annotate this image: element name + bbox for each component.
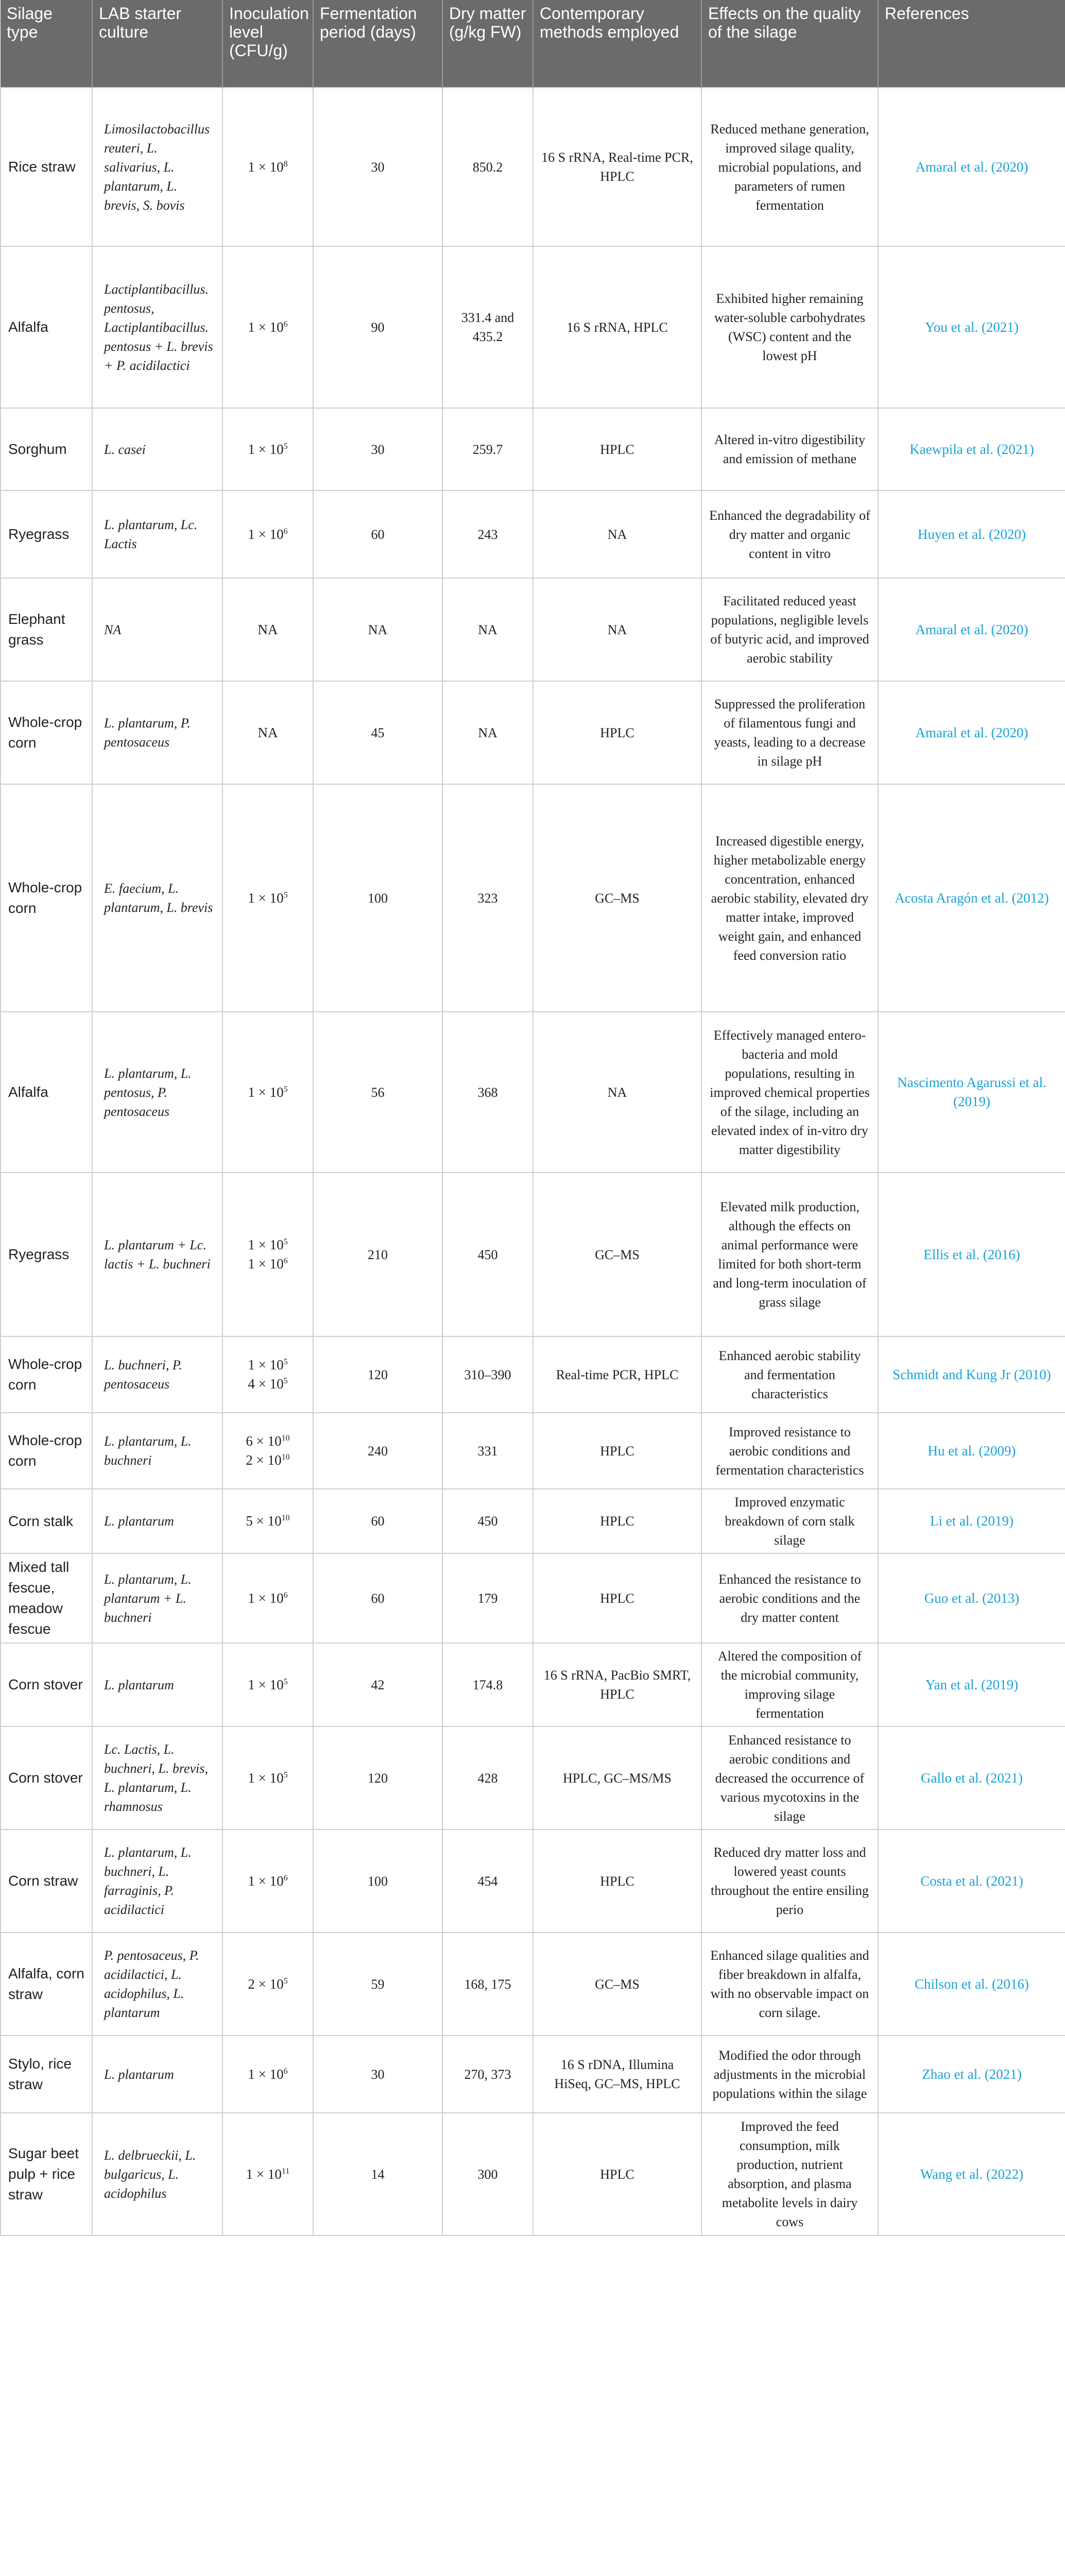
inoculation-exponent: 5 [283,1377,288,1385]
inoculation-cell [222,246,313,408]
dry-matter-cell: 179 [442,1553,533,1643]
inoculation-base: 1 × 10 [248,890,284,906]
reference-link[interactable]: Ellis et al. (2016) [878,1173,1065,1336]
header-effects: Effects on the quality of the silage [701,0,878,88]
reference-link[interactable]: Wang et al. (2022) [878,2113,1065,2235]
inoculation-base: 5 × 10 [246,1513,282,1529]
inoculation-exponent: 6 [283,1257,288,1265]
fermentation-cell: 14 [313,2113,442,2235]
lab-culture-cell: L. plantarum [92,1643,222,1726]
table-row [1,1643,1065,1726]
methods-cell: 16 S rRNA, Real-time PCR, HPLC [533,88,701,246]
silage-type-cell: Alfalfa, corn straw [1,1933,92,2036]
fermentation-cell: 90 [313,246,442,408]
inoculation-value [230,318,305,337]
silage-type-cell: Corn stalk [1,1489,92,1553]
effects-cell: Effectively managed entero-bacteria and mold populations, resulting in improved chemical properties of the silage, including an elevated index of in-vitro dry matter digestibility [701,1012,878,1173]
inoculation-value [230,1769,305,1788]
table-row [1,1726,1065,1829]
table-row [1,2113,1065,2235]
dry-matter-cell: NA [442,681,533,784]
methods-cell: GC–MS [533,1933,701,2036]
inoculation-value [230,158,305,177]
table-row [1,1173,1065,1336]
methods-cell: HPLC [533,1829,701,1933]
lab-culture-cell: NA [92,578,222,681]
reference-link[interactable]: You et al. (2021) [878,246,1065,408]
inoculation-value [230,1451,305,1470]
inoculation-cell [222,408,313,490]
table-row [1,1413,1065,1489]
inoculation-cell [222,1933,313,2036]
inoculation-base: 1 × 10 [248,319,284,335]
lab-culture-cell: L. delbrueckii, L. bulgaricus, L. acidophilus [92,2113,222,2235]
dry-matter-cell: 450 [442,1489,533,1553]
fermentation-cell: 30 [313,408,442,490]
lab-culture-cell: L. plantarum, L. plantarum + L. buchneri [92,1553,222,1643]
header-inoculation: Inoculation level (CFU/g) [222,0,313,88]
inoculation-cell [222,681,313,784]
inoculation-cell [222,1489,313,1553]
header-methods: Contemporary methods employed [533,0,701,88]
effects-cell: Improved enzymatic breakdown of corn stalk silage [701,1489,878,1553]
reference-link[interactable]: Yan et al. (2019) [878,1643,1065,1726]
table-row [1,1933,1065,2036]
fermentation-cell: 100 [313,1829,442,1933]
effects-cell: Enhanced silage qualities and fiber breakdown in alfalfa, with no observable impact on corn silage. [701,1933,878,2036]
inoculation-base: 1 × 10 [246,2166,282,2182]
effects-cell: Reduced methane generation, improved silage quality, microbial populations, and parameters of rumen fermentation [701,88,878,246]
inoculation-base: 1 × 10 [248,1873,284,1889]
inoculation-value [230,1975,305,1994]
reference-link[interactable]: Gallo et al. (2021) [878,1726,1065,1829]
effects-cell: Altered the composition of the microbial community, improving silage fermentation [701,1643,878,1726]
inoculation-exponent: 6 [283,527,288,536]
inoculation-base: 1 × 10 [248,1256,284,1272]
lab-culture-cell: L. plantarum, L. buchneri [92,1413,222,1489]
inoculation-exponent: 6 [283,1873,288,1883]
inoculation-exponent: 5 [283,1084,288,1094]
fermentation-cell: NA [313,578,442,681]
lab-culture-cell: L. plantarum [92,2036,222,2113]
inoculation-exponent: 6 [283,1590,288,1600]
silage-type-cell: Sorghum [1,408,92,490]
lab-culture-cell: L. casei [92,408,222,490]
effects-cell: Facilitated reduced yeast populations, negligible levels of butyric acid, and improved aerobic stability [701,578,878,681]
table-row [1,246,1065,408]
silage-type-cell: Whole-crop corn [1,784,92,1012]
inoculation-value [230,1512,305,1531]
inoculation-exponent: 10 [281,1453,290,1462]
inoculation-value [230,2065,305,2084]
inoculation-base: 1 × 10 [248,1237,284,1252]
inoculation-exponent: 10 [281,1514,290,1522]
table-row [1,1489,1065,1553]
effects-cell: Enhanced aerobic stability and fermentation characteristics [701,1336,878,1413]
inoculation-value [230,1355,305,1375]
silage-type-cell: Corn stover [1,1726,92,1829]
table-row [1,578,1065,681]
header-silage-type: Silage type [1,0,92,88]
reference-link[interactable]: Amaral et al. (2020) [878,88,1065,246]
methods-cell: NA [533,1012,701,1173]
inoculation-value [230,1375,305,1394]
silage-type-cell: Elephant grass [1,578,92,681]
lab-culture-cell: L. plantarum [92,1489,222,1553]
dry-matter-cell: 259.7 [442,408,533,490]
effects-cell: Improved the feed consumption, milk production, nutrient absorption, and plasma metabolite levels in dairy cows [701,2113,878,2235]
methods-cell: HPLC [533,2113,701,2235]
inoculation-exponent: 5 [283,1238,288,1246]
inoculation-exponent: 6 [283,319,288,329]
inoculation-exponent: 5 [283,1677,288,1686]
table-row [1,1012,1065,1173]
inoculation-value [230,1589,305,1608]
table-row [1,490,1065,578]
methods-cell: 16 S rRNA, HPLC [533,246,701,408]
dry-matter-cell: 331 [442,1413,533,1489]
lab-culture-cell: L. buchneri, P. pentosaceus [92,1336,222,1413]
methods-cell: NA [533,490,701,578]
silage-type-cell: Corn straw [1,1829,92,1933]
reference-link[interactable]: Hu et al. (2009) [878,1413,1065,1489]
lab-culture-cell: L. plantarum, P. pentosaceus [92,681,222,784]
silage-type-cell: Sugar beet pulp + rice straw [1,2113,92,2235]
inoculation-base: NA [257,621,278,637]
reference-link[interactable]: Acosta Aragón et al. (2012) [878,784,1065,1012]
inoculation-cell [222,1726,313,1829]
dry-matter-cell: 428 [442,1726,533,1829]
reference-link[interactable]: Li et al. (2019) [878,1489,1065,1553]
table-row [1,784,1065,1012]
inoculation-base: 4 × 10 [248,1376,284,1392]
effects-cell: Increased digestible energy, higher metabolizable energy concentration, enhanced aerobic stability, elevated dry matter intake, improved weight gain, and enhanced feed conversion ratio [701,784,878,1012]
inoculation-base: 6 × 10 [246,1433,282,1449]
silage-type-cell: Stylo, rice straw [1,2036,92,2113]
effects-cell: Improved resistance to aerobic conditions and fermentation characteristics [701,1413,878,1489]
methods-cell: Real-time PCR, HPLC [533,1336,701,1413]
inoculation-exponent: 11 [281,2166,290,2176]
inoculation-base: 1 × 10 [248,1084,284,1100]
fermentation-cell: 56 [313,1012,442,1173]
effects-cell: Enhanced resistance to aerobic conditions and decreased the occurrence of various mycotoxins in the silage [701,1726,878,1829]
lab-culture-cell: E. faecium, L. plantarum, L. brevis [92,784,222,1012]
methods-cell: 16 S rRNA, PacBio SMRT, HPLC [533,1643,701,1726]
inoculation-cell [222,1413,313,1489]
inoculation-base: 2 × 10 [248,1976,284,1992]
lab-culture-cell: Lc. Lactis, L. buchneri, L. brevis, L. plantarum, L. rhamnosus [92,1726,222,1829]
inoculation-exponent: 5 [283,890,288,900]
inoculation-value [230,440,305,459]
inoculation-cell [222,1173,313,1336]
header-references: References [878,0,1065,88]
dry-matter-cell: NA [442,578,533,681]
effects-cell: Enhanced the resistance to aerobic conditions and the dry matter content [701,1553,878,1643]
silage-type-cell: Ryegrass [1,1173,92,1336]
silage-type-cell: Whole-crop corn [1,1413,92,1489]
inoculation-value [230,620,305,639]
inoculation-cell [222,1553,313,1643]
header-lab-culture: LAB starter culture [92,0,222,88]
inoculation-cell [222,1829,313,1933]
inoculation-value [230,1432,305,1451]
fermentation-cell: 100 [313,784,442,1012]
table-body [1,88,1065,2235]
dry-matter-cell: 300 [442,2113,533,2235]
inoculation-cell [222,784,313,1012]
inoculation-exponent: 5 [283,1358,288,1366]
fermentation-cell: 120 [313,1336,442,1413]
table-row [1,681,1065,784]
dry-matter-cell: 450 [442,1173,533,1336]
inoculation-value [230,1235,305,1255]
methods-cell: HPLC, GC–MS/MS [533,1726,701,1829]
lab-culture-cell: L. plantarum, Lc. Lactis [92,490,222,578]
inoculation-value [230,723,305,742]
methods-cell: GC–MS [533,1173,701,1336]
lab-culture-cell: L. plantarum, L. pentosus, P. pentosaceus [92,1012,222,1173]
table-row [1,2036,1065,2113]
methods-cell: HPLC [533,408,701,490]
inoculation-base: NA [257,724,278,740]
dry-matter-cell: 243 [442,490,533,578]
inoculation-value [230,1255,305,1274]
inoculation-base: 1 × 10 [248,159,284,175]
methods-cell: HPLC [533,1413,701,1489]
fermentation-cell: 45 [313,681,442,784]
reference-link[interactable]: Kaewpila et al. (2021) [878,408,1065,490]
fermentation-cell: 30 [313,2036,442,2113]
dry-matter-cell: 454 [442,1829,533,1933]
methods-cell: HPLC [533,681,701,784]
inoculation-value [230,1083,305,1102]
reference-link[interactable]: Huyen et al. (2020) [878,490,1065,578]
inoculation-exponent: 5 [283,442,288,451]
dry-matter-cell: 168, 175 [442,1933,533,2036]
effects-cell: Enhanced the degradability of dry matter and organic content in vitro [701,490,878,578]
dry-matter-cell: 323 [442,784,533,1012]
inoculation-cell [222,2113,313,2235]
methods-cell: 16 S rDNA, Illumina HiSeq, GC–MS, HPLC [533,2036,701,2113]
fermentation-cell: 60 [313,490,442,578]
inoculation-base: 2 × 10 [246,1452,282,1468]
effects-cell: Suppressed the proliferation of filamentous fungi and yeasts, leading to a decrease in silage pH [701,681,878,784]
inoculation-exponent: 6 [283,2066,288,2076]
inoculation-value [230,525,305,544]
dry-matter-cell: 310–390 [442,1336,533,1413]
inoculation-exponent: 8 [283,159,288,168]
inoculation-exponent: 5 [283,1976,288,1986]
silage-type-cell: Whole-crop corn [1,681,92,784]
inoculation-base: 1 × 10 [248,1357,284,1372]
inoculation-base: 1 × 10 [248,1590,284,1606]
inoculation-cell [222,578,313,681]
inoculation-exponent: 10 [281,1434,290,1443]
lab-culture-cell: Lactiplantibacillus. pentosus, Lactiplantibacillus. pentosus + L. brevis + P. acidilactici [92,246,222,408]
inoculation-base: 1 × 10 [248,2066,284,2082]
lab-culture-cell: L. plantarum + Lc. lactis + L. buchneri [92,1173,222,1336]
methods-cell: HPLC [533,1489,701,1553]
fermentation-cell: 60 [313,1489,442,1553]
methods-cell: NA [533,578,701,681]
table-row [1,1336,1065,1413]
inoculation-base: 1 × 10 [248,441,284,457]
reference-link[interactable]: Costa et al. (2021) [878,1829,1065,1933]
silage-type-cell: Whole-crop corn [1,1336,92,1413]
inoculation-exponent: 5 [283,1770,288,1780]
fermentation-cell: 240 [313,1413,442,1489]
table-row [1,1553,1065,1643]
inoculation-value [230,1872,305,1891]
inoculation-cell [222,88,313,246]
inoculation-cell [222,1643,313,1726]
lab-culture-cell: Limosilactobacillus reuteri, L. salivarius, L. plantarum, L. brevis, S. bovis [92,88,222,246]
silage-type-cell: Corn stover [1,1643,92,1726]
effects-cell: Exhibited higher remaining water-soluble carbohydrates (WSC) content and the lowest pH [701,246,878,408]
silage-type-cell: Mixed tall fescue, meadow fescue [1,1553,92,1643]
inoculation-value [230,889,305,908]
inoculation-cell [222,2036,313,2113]
fermentation-cell: 30 [313,88,442,246]
fermentation-cell: 210 [313,1173,442,1336]
fermentation-cell: 59 [313,1933,442,2036]
lab-culture-cell: P. pentosaceus, P. acidilactici, L. acidophilus, L. plantarum [92,1933,222,2036]
inoculation-base: 1 × 10 [248,1676,284,1692]
methods-cell: GC–MS [533,784,701,1012]
effects-cell: Reduced dry matter loss and lowered yeast counts throughout the entire ensiling perio [701,1829,878,1933]
methods-cell: HPLC [533,1553,701,1643]
inoculation-value [230,1675,305,1694]
inoculation-cell [222,1012,313,1173]
header-row [1,0,1065,88]
reference-link[interactable]: Chilson et al. (2016) [878,1933,1065,2036]
dry-matter-cell: 270, 373 [442,2036,533,2113]
silage-type-cell: Ryegrass [1,490,92,578]
inoculation-value [230,2165,305,2184]
fermentation-cell: 120 [313,1726,442,1829]
silage-type-cell: Rice straw [1,88,92,246]
inoculation-base: 1 × 10 [248,1770,284,1786]
inoculation-cell [222,490,313,578]
reference-link[interactable]: Schmidt and Kung Jr (2010) [878,1336,1065,1413]
inoculation-base: 1 × 10 [248,526,284,542]
reference-link[interactable]: Guo et al. (2013) [878,1553,1065,1643]
dry-matter-cell: 368 [442,1012,533,1173]
reference-link[interactable]: Zhao et al. (2021) [878,2036,1065,2113]
lab-culture-cell: L. plantarum, L. buchneri, L. farraginis, P. acidilactici [92,1829,222,1933]
table-row [1,88,1065,246]
dry-matter-cell: 174.8 [442,1643,533,1726]
reference-link[interactable]: Amaral et al. (2020) [878,681,1065,784]
effects-cell: Modified the odor through adjustments in the microbial populations within the silage [701,2036,878,2113]
reference-link[interactable]: Nascimento Agarussi et al. (2019) [878,1012,1065,1173]
silage-type-cell: Alfalfa [1,246,92,408]
effects-cell: Elevated milk production, although the effects on animal performance were limited for both short-term and long-term inoculation of grass silage [701,1173,878,1336]
table-row [1,1829,1065,1933]
dry-matter-cell: 850.2 [442,88,533,246]
effects-cell: Altered in-vitro digestibility and emission of methane [701,408,878,490]
dry-matter-cell: 331.4 and 435.2 [442,246,533,408]
header-dry-matter: Dry matter (g/kg FW) [442,0,533,88]
silage-type-cell: Alfalfa [1,1012,92,1173]
reference-link[interactable]: Amaral et al. (2020) [878,578,1065,681]
fermentation-cell: 42 [313,1643,442,1726]
inoculation-cell [222,1336,313,1413]
table-row [1,408,1065,490]
header-fermentation: Fermentation period (days) [313,0,442,88]
fermentation-cell: 60 [313,1553,442,1643]
